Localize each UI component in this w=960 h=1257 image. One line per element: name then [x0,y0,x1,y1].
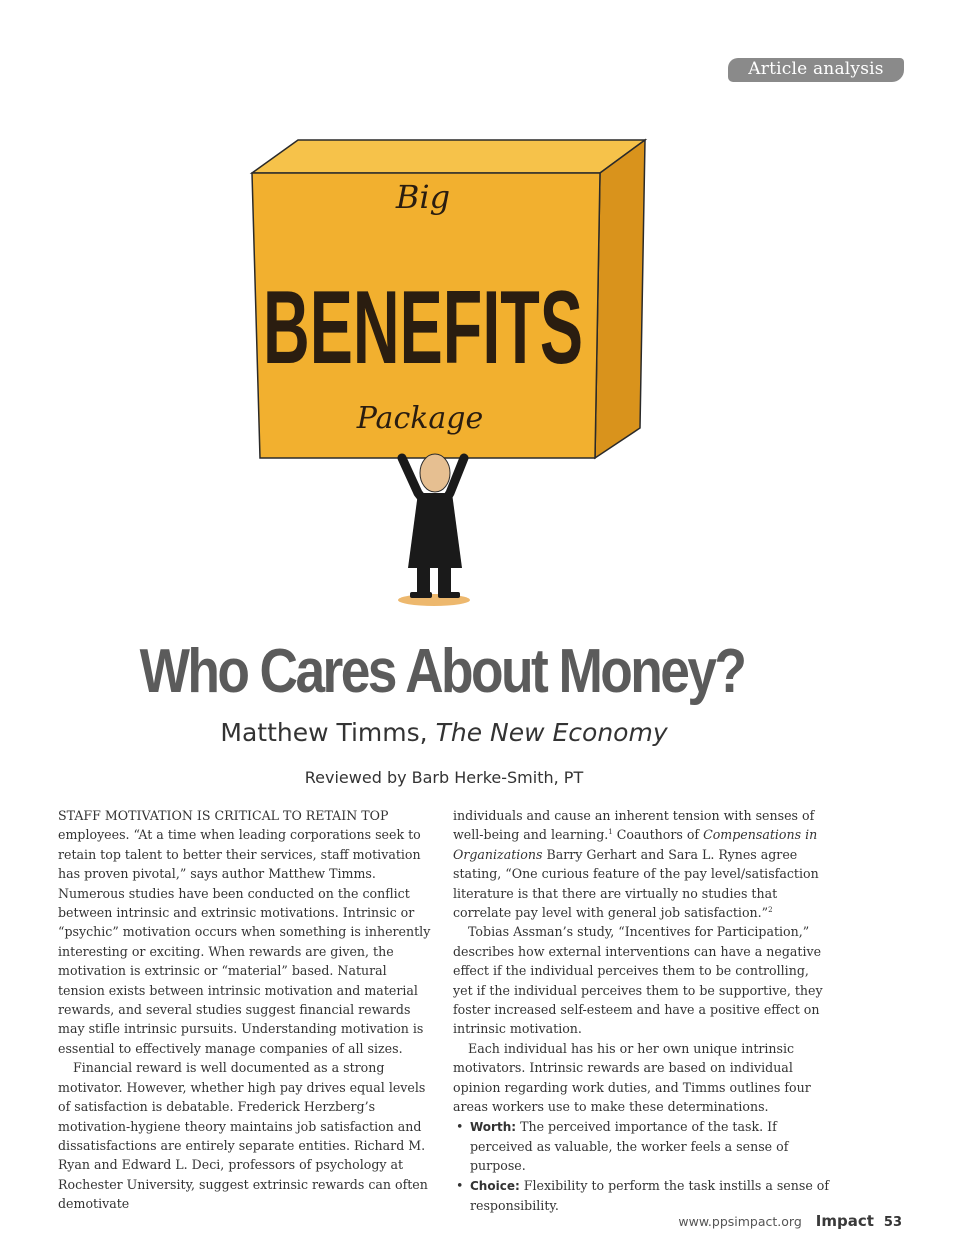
paragraph: Financial reward is well documented as a strong motivator. However, whether high pay drives equal levels of satisfaction is debatable. Frederick Herzberg’s motivation-hygiene theory maintains job satisfaction and dissatisfactions are entirely separate entities. Richard M. Ryan and Edward L. Deci, professors of psychology at Rochester University, suggest extrinsic rewards can often demotivate [58,1060,428,1212]
body-column-right [453,806,831,1216]
footnote-ref: 1 [608,828,613,837]
person-figure [398,454,470,606]
box-top-face [252,140,645,173]
box-word-top: Big [395,178,451,216]
benefits-package-illustration [240,128,650,613]
footer-brand: Impact [815,1212,874,1230]
paragraph: Each individual has his or her own unique intrinsic motivators. Intrinsic rewards are based on individual opinion regarding work duties, and Timms outlines four areas workers use to make these determinations. [453,1040,811,1115]
box-word-bottom: Package [356,401,484,436]
article-title: Who Cares About Money? [139,637,745,706]
bullet-list [453,1117,831,1216]
reviewer-line: Reviewed by Barb Herke-Smith, PT [304,768,584,787]
publication-name: The New Economy [435,718,668,747]
list-item: • Choice: Flexibility to perform the task instills a sense of responsibility. [456,1177,830,1214]
section-tag: Article analysis [728,58,904,82]
footnote-ref: 2 [768,905,773,914]
body-column-left [58,806,436,1214]
bullet-icon: • [456,1118,464,1134]
box-word-main: BENEFITS [263,270,583,386]
author-name: Matthew Timms, [220,718,428,747]
page-number: 53 [883,1215,902,1230]
footer-url[interactable]: www.ppsimpact.org [678,1214,802,1229]
paragraph: individuals and cause an inherent tension with senses of well-being and learning.$^1$ Coauthors of Compensations in Organizations Barry Gerhart and Sara L. Rynes agree stating, “One curious feature of the pay level/satisfaction literature is that there are virtually no studies that correlate pay level with general job satisfaction.”$^2$ [453,808,819,921]
box-side-face [595,140,645,458]
page-footer [678,1211,902,1235]
paragraph: Tobias Assman’s study, “Incentives for Participation,” describes how external interventions can have a negative effect if the individual perceives them to be controlling, yet if the individual perceives them to be supportive, they foster increased self-esteem and have a positive effect on intrinsic motivation. [453,924,823,1037]
byline [0,716,888,750]
list-item: • Worth: The perceived importance of the task. If perceived as valuable, the worker feels a sense of purpose. [456,1118,789,1174]
paragraph: STAFF MOTIVATION IS CRITICAL TO RETAIN TOP employees. “At a time when leading corporations seek to retain top talent to better their services, staff motivation has proven pivotal,” says author Matthew Timms. Numerous studies have been conducted on the conflict between intrinsic and extrinsic motivations. Intrinsic or “psychic” motivation occurs when something is inherently interesting or exciting. When rewards are given, the motivation is extrinsic or “material” based. Natural tension exists between intrinsic motivation and material rewards, and several studies suggest financial rewards may stifle intrinsic pursuits. Understanding motivation is essential to effectively manage companies of all sizes. [58,808,431,1056]
bullet-icon: • [456,1177,464,1193]
